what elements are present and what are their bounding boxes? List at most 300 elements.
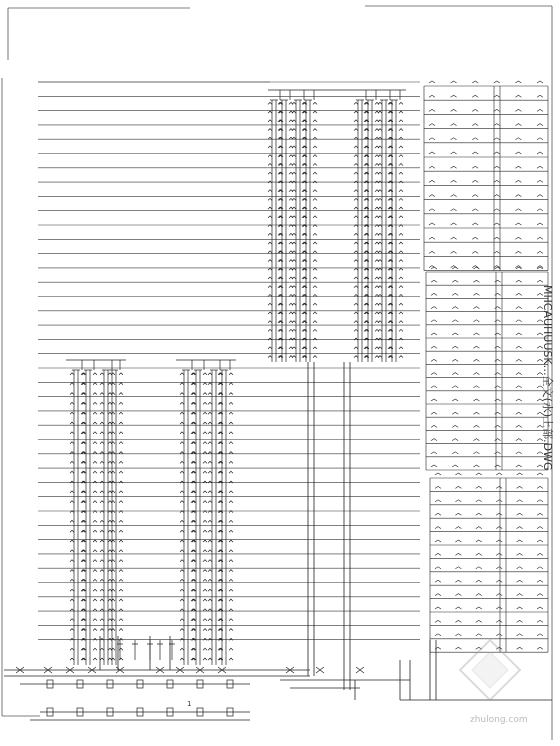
valve-icon	[494, 237, 500, 239]
valve-icon	[496, 567, 502, 569]
valve-icon	[108, 589, 123, 591]
valve-icon	[516, 439, 522, 441]
valve-icon	[451, 237, 457, 239]
valve-icon	[100, 452, 115, 454]
valve-icon	[429, 81, 435, 83]
valve-icon	[451, 223, 457, 225]
valve-icon	[452, 280, 458, 282]
valve-icon	[515, 138, 521, 140]
riser-caps	[270, 90, 400, 100]
valve-icon	[537, 553, 543, 555]
valve-icon	[537, 513, 543, 515]
valve-icon	[537, 634, 543, 636]
valve-icon	[472, 81, 478, 83]
valve-icon	[537, 138, 543, 140]
valve-icon	[472, 138, 478, 140]
valve-icon	[473, 399, 479, 401]
valve-icon	[435, 607, 441, 609]
valve-icon	[537, 580, 543, 582]
valve-icon	[495, 412, 501, 414]
valve-icon	[516, 293, 522, 295]
valve-icon	[429, 152, 435, 154]
valve-icon	[431, 465, 437, 467]
valve-icon	[537, 195, 543, 197]
valve-icon	[455, 607, 461, 609]
valve-icon	[496, 594, 502, 596]
valve-icon	[494, 95, 500, 97]
tower-center	[268, 90, 406, 362]
valve-icon	[108, 560, 123, 562]
valve-icon	[495, 386, 501, 388]
valve-icon	[515, 209, 521, 211]
valve-icon	[494, 109, 500, 111]
valve-icon	[452, 412, 458, 414]
valve-icon	[494, 209, 500, 211]
valve-icon	[108, 383, 123, 385]
valve-icon	[452, 267, 458, 269]
valve-icon	[473, 346, 479, 348]
valve-icon	[451, 95, 457, 97]
valve-icon	[431, 412, 437, 414]
valve-icon	[100, 471, 115, 473]
right-tower-detail	[424, 81, 548, 652]
valve-icon	[496, 540, 502, 542]
valve-icon	[537, 81, 543, 83]
valve-icon	[100, 383, 115, 385]
valve-icon	[472, 237, 478, 239]
valve-icon	[476, 473, 482, 475]
valve-icon	[516, 280, 522, 282]
valve-icon	[108, 452, 123, 454]
valve-icon	[108, 393, 123, 395]
valve-icon	[455, 513, 461, 515]
valve-icon	[495, 425, 501, 427]
valve-icon	[537, 124, 543, 126]
valve-icon	[537, 251, 543, 253]
valve-icon	[515, 152, 521, 154]
valve-icon	[431, 333, 437, 335]
valve-icon	[537, 109, 543, 111]
valve-icon	[100, 520, 115, 522]
valve-icon	[476, 567, 482, 569]
valve-icon	[429, 223, 435, 225]
valve-icon	[537, 280, 543, 282]
valve-icon	[108, 520, 123, 522]
valve-icon	[494, 251, 500, 253]
valve-icon	[429, 251, 435, 253]
valve-icon	[455, 527, 461, 529]
valve-icon	[494, 180, 500, 182]
valve-icon	[494, 81, 500, 83]
valve-icon	[452, 293, 458, 295]
valve-icon	[100, 648, 115, 650]
valve-icon	[472, 180, 478, 182]
valve-icon	[431, 452, 437, 454]
valve-icon	[451, 166, 457, 168]
valve-icon	[108, 550, 123, 552]
valve-icon	[517, 486, 523, 488]
valve-icon	[108, 422, 123, 424]
valve-icon	[517, 620, 523, 622]
valve-icon	[100, 481, 115, 483]
valve-icon	[435, 486, 441, 488]
valve-icon	[494, 152, 500, 154]
tower-left-b	[176, 360, 236, 665]
valve-icon	[451, 195, 457, 197]
valve-icon	[455, 567, 461, 569]
valve-icon	[496, 553, 502, 555]
valve-icon	[476, 553, 482, 555]
valve-icon	[435, 527, 441, 529]
valve-icon	[452, 373, 458, 375]
valve-icon	[435, 620, 441, 622]
valve-icon	[132, 640, 138, 660]
valve-icon	[476, 513, 482, 515]
valve-icon	[472, 195, 478, 197]
valve-icon	[455, 580, 461, 582]
valve-icon	[108, 491, 123, 493]
valve-icon	[100, 658, 115, 660]
valve-icon	[472, 209, 478, 211]
valve-icon	[516, 373, 522, 375]
valve-icon	[429, 109, 435, 111]
tower-right-lower	[430, 473, 548, 652]
valve-icon	[100, 629, 115, 631]
valve-icon	[452, 425, 458, 427]
valve-icon	[108, 658, 123, 660]
valve-icon	[473, 333, 479, 335]
valve-icon	[451, 124, 457, 126]
valve-icon	[100, 442, 115, 444]
valve-icon	[108, 373, 123, 375]
valve-icon	[515, 237, 521, 239]
valve-icon	[108, 609, 123, 611]
valve-icon	[455, 486, 461, 488]
valve-icon	[473, 452, 479, 454]
valve-icon	[452, 386, 458, 388]
valve-icon	[100, 530, 115, 532]
valve-icon	[515, 124, 521, 126]
valve-icon	[537, 473, 543, 475]
valve-icon	[472, 95, 478, 97]
valve-icon	[495, 439, 501, 441]
valve-icon	[100, 501, 115, 503]
valve-icon	[494, 138, 500, 140]
valve-icon	[157, 640, 163, 660]
valve-icon	[517, 540, 523, 542]
valve-icon	[495, 280, 501, 282]
valve-icon	[517, 647, 523, 649]
tower-left-a	[66, 360, 126, 665]
valve-icon	[476, 580, 482, 582]
valve-icon	[473, 439, 479, 441]
valve-icon	[429, 166, 435, 168]
valve-icon	[108, 461, 123, 463]
valve-icon	[496, 513, 502, 515]
valve-icon	[431, 439, 437, 441]
valve-icon	[476, 607, 482, 609]
watermark-logo-icon	[460, 640, 520, 700]
valve-icon	[472, 152, 478, 154]
valve-icon	[517, 567, 523, 569]
valve-icon	[435, 473, 441, 475]
valve-icon	[516, 386, 522, 388]
valve-icon	[515, 180, 521, 182]
valve-icon	[494, 195, 500, 197]
tower-right-upper	[424, 81, 548, 271]
valve-icon	[431, 307, 437, 309]
valve-icon	[472, 166, 478, 168]
valve-icon	[100, 491, 115, 493]
vertical-drawing-note: MHCAUHUUSK…全文(水)上部.DWG	[541, 285, 554, 471]
valve-icon	[476, 634, 482, 636]
valve-icon	[537, 95, 543, 97]
valve-icon	[455, 634, 461, 636]
valve-icon	[517, 527, 523, 529]
valve-icon	[429, 95, 435, 97]
valve-icon	[108, 412, 123, 414]
tower-right-middle	[426, 267, 548, 470]
valve-icon	[452, 333, 458, 335]
valve-icon	[431, 346, 437, 348]
valve-icon	[517, 607, 523, 609]
valve-icon	[108, 648, 123, 650]
valve-icon	[435, 513, 441, 515]
valve-icon	[473, 386, 479, 388]
valve-icon	[476, 620, 482, 622]
valve-icon	[100, 579, 115, 581]
valve-icon	[100, 560, 115, 562]
floor-level-lines	[38, 82, 420, 640]
valve-icon	[100, 570, 115, 572]
valve-icon	[515, 195, 521, 197]
valve-icon	[452, 320, 458, 322]
valve-icon	[515, 95, 521, 97]
valve-icon	[537, 647, 543, 649]
riser-caps	[72, 360, 120, 370]
valve-icon	[431, 267, 437, 269]
valve-icon	[431, 359, 437, 361]
valve-icon	[473, 320, 479, 322]
valve-icon	[431, 293, 437, 295]
valve-icon	[455, 647, 461, 649]
valve-icon	[517, 634, 523, 636]
valve-icon	[537, 540, 543, 542]
valve-icon	[495, 359, 501, 361]
valve-icon	[108, 481, 123, 483]
valve-icon	[476, 486, 482, 488]
valve-icon	[472, 251, 478, 253]
valve-icon	[473, 373, 479, 375]
valve-icon	[451, 138, 457, 140]
valve-icon	[516, 412, 522, 414]
valve-icon	[495, 373, 501, 375]
valve-icon	[108, 619, 123, 621]
valve-icon	[494, 166, 500, 168]
valve-icon	[100, 461, 115, 463]
valve-icon	[537, 166, 543, 168]
valve-icon	[100, 599, 115, 601]
valve-icon	[516, 307, 522, 309]
valve-icon	[429, 138, 435, 140]
valve-icon	[435, 500, 441, 502]
valve-icon	[435, 567, 441, 569]
valve-icon	[108, 629, 123, 631]
valve-icon	[452, 465, 458, 467]
riser-caps	[182, 360, 230, 370]
valve-icon	[451, 81, 457, 83]
valve-icon	[495, 346, 501, 348]
valve-icon	[515, 81, 521, 83]
valve-icon	[108, 442, 123, 444]
valve-icon	[516, 465, 522, 467]
valve-icon	[517, 500, 523, 502]
valve-icon	[356, 667, 364, 673]
valve-icon	[473, 465, 479, 467]
valve-icon	[517, 553, 523, 555]
valve-icon	[537, 527, 543, 529]
valve-icon	[473, 307, 479, 309]
valve-icon	[431, 320, 437, 322]
valve-icon	[495, 399, 501, 401]
valve-icon	[108, 570, 123, 572]
valve-icon	[451, 251, 457, 253]
valve-icon	[537, 152, 543, 154]
valve-icon	[537, 607, 543, 609]
valve-icon	[496, 527, 502, 529]
valve-icon	[472, 223, 478, 225]
valve-icon	[452, 359, 458, 361]
valve-icon	[537, 237, 543, 239]
valve-icon	[100, 373, 115, 375]
valve-icon	[100, 589, 115, 591]
valve-icon	[516, 425, 522, 427]
valve-icon	[537, 567, 543, 569]
valve-icon	[495, 307, 501, 309]
valve-icon	[100, 550, 115, 552]
valve-icon	[517, 513, 523, 515]
valve-icon	[431, 373, 437, 375]
valve-icon	[472, 124, 478, 126]
valve-icon	[494, 124, 500, 126]
valve-icon	[455, 473, 461, 475]
valve-icon	[100, 393, 115, 395]
valve-icon	[537, 594, 543, 596]
valve-icon	[496, 486, 502, 488]
valve-icon	[452, 399, 458, 401]
valve-icon	[537, 180, 543, 182]
valve-icon	[429, 180, 435, 182]
valve-icon	[516, 359, 522, 361]
valve-icon	[472, 109, 478, 111]
valve-icon	[455, 594, 461, 596]
valve-icon	[451, 152, 457, 154]
valve-icon	[473, 267, 479, 269]
valve-icon	[516, 346, 522, 348]
valve-icon	[473, 425, 479, 427]
valve-icon	[516, 452, 522, 454]
valve-icon	[451, 209, 457, 211]
valve-icon	[435, 540, 441, 542]
valve-icon	[496, 580, 502, 582]
valve-icon	[495, 293, 501, 295]
valve-icon	[496, 473, 502, 475]
valve-icon	[455, 500, 461, 502]
valve-icon	[452, 439, 458, 441]
valve-icon	[435, 580, 441, 582]
valve-icon	[429, 195, 435, 197]
valve-icon	[495, 465, 501, 467]
valve-icon	[452, 307, 458, 309]
valve-icon	[516, 399, 522, 401]
valve-icon	[435, 553, 441, 555]
valve-icon	[495, 333, 501, 335]
valve-icon	[496, 634, 502, 636]
valve-icon	[473, 412, 479, 414]
valve-icon	[451, 109, 457, 111]
valve-icon	[431, 280, 437, 282]
valve-icon	[515, 223, 521, 225]
towers-group	[66, 90, 406, 665]
valve-icon	[108, 579, 123, 581]
valve-icon	[537, 209, 543, 211]
valve-icon	[517, 594, 523, 596]
valve-icon	[147, 640, 153, 660]
valve-icon	[517, 473, 523, 475]
valve-icon	[476, 540, 482, 542]
valve-icon	[496, 500, 502, 502]
valve-icon	[537, 620, 543, 622]
valve-icon	[537, 486, 543, 488]
valve-icon	[431, 425, 437, 427]
valve-icon	[473, 359, 479, 361]
valve-icon	[473, 280, 479, 282]
valve-icon	[108, 432, 123, 434]
valve-icon	[455, 540, 461, 542]
valve-icon	[100, 540, 115, 542]
valve-icon	[435, 594, 441, 596]
valve-icon	[496, 607, 502, 609]
valve-icon	[517, 580, 523, 582]
valve-icon	[515, 166, 521, 168]
valve-icon	[495, 452, 501, 454]
valve-icon	[451, 180, 457, 182]
valve-icon	[108, 402, 123, 404]
valve-icon	[100, 619, 115, 621]
valve-icon	[516, 333, 522, 335]
valve-icon	[100, 412, 115, 414]
axis-mark: 1	[187, 700, 192, 708]
valve-icon	[473, 293, 479, 295]
valve-icon	[476, 500, 482, 502]
valve-icon	[476, 594, 482, 596]
valve-icon	[316, 667, 324, 673]
valve-icon	[108, 501, 123, 503]
valve-icon	[108, 540, 123, 542]
valve-icon	[515, 109, 521, 111]
valve-icon	[455, 620, 461, 622]
valve-icon	[108, 471, 123, 473]
valve-icon	[516, 320, 522, 322]
valve-icon	[429, 209, 435, 211]
valve-icon	[108, 599, 123, 601]
valve-icon	[515, 251, 521, 253]
valve-icon	[431, 399, 437, 401]
valve-icon	[537, 500, 543, 502]
valve-icon	[429, 237, 435, 239]
valve-icon	[100, 432, 115, 434]
valve-icon	[452, 346, 458, 348]
